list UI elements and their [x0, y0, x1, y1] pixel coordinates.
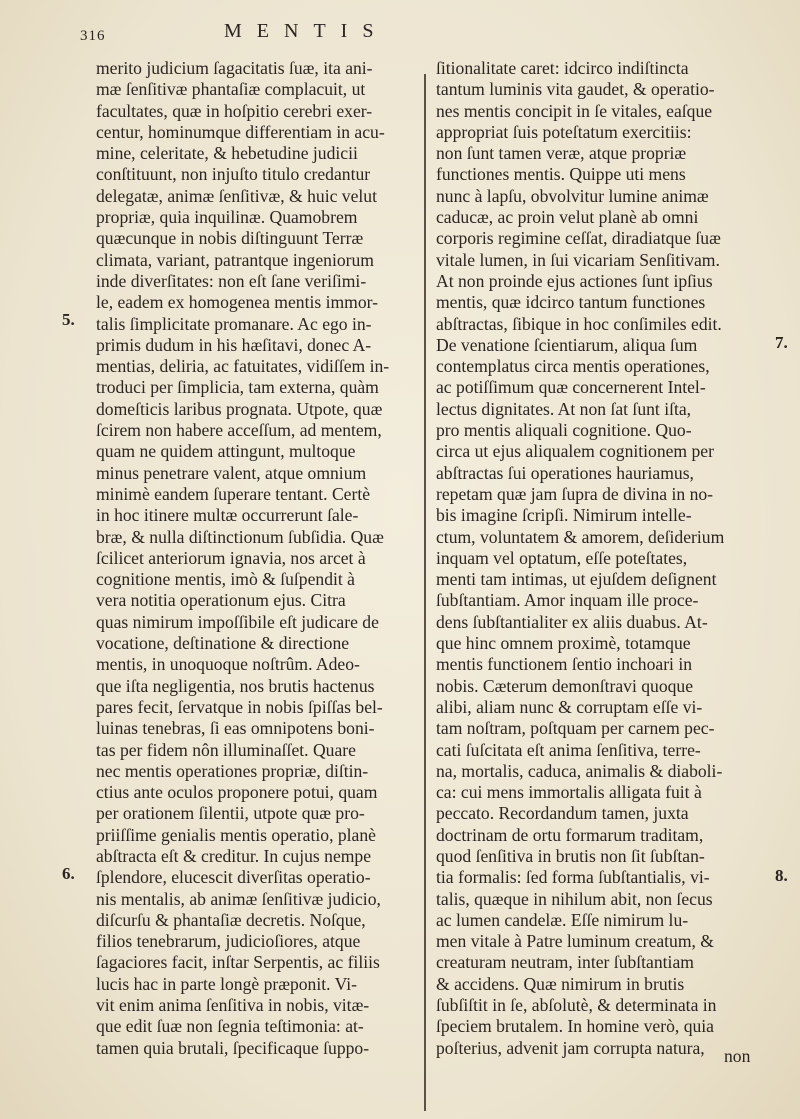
running-head: MENTIS [224, 20, 389, 42]
text-line: ſitionalitate caret: idcirco indiſtincta [436, 58, 689, 78]
text-line: appropriat ſuis poteſtatum exercitiis: [436, 121, 692, 142]
text-line: nis mentalis, ab animæ ſenſitivæ judicio, [96, 888, 381, 909]
text-line: dens ſubſtantialiter ex aliis duabus. At- [436, 611, 708, 632]
text-line: mine, celeritate, & hebetudine judicii [96, 143, 358, 164]
text-line: menti tam intimas, ut ejuſdem deſignent [436, 569, 717, 590]
catchword: non [724, 1046, 751, 1066]
text-line: na, mortalis, caduca, animalis & diaboli- [436, 760, 723, 781]
margin-section-7: 7. [775, 333, 788, 352]
text-line: conſtituunt, non injuſto titulo credantur [96, 164, 371, 185]
text-line: minus penetrare valent, atque omnium [96, 462, 367, 483]
text-line: minimè eandem ſuperare tentant. Certè [96, 483, 371, 504]
text-line: abſtracta eſt & creditur. In cujus nempe [96, 845, 372, 866]
text-line: De venatione ſcientiarum, aliqua ſum [436, 334, 698, 355]
text-line: nes mentis concipit in ſe vitales, eaſque [436, 100, 713, 121]
text-line: ac potiſſimum quæ concernerent Intel- [436, 377, 706, 398]
text-line: vocatione, deſtinatione & directione [96, 633, 350, 654]
text-line: troduci per ſimplicia, tam externa, quàm [96, 377, 379, 398]
text-line: talis, quæque in nihilum abit, non ſecus [436, 888, 713, 909]
text-line: per orationem ſilentii, utpote quæ pro- [96, 803, 365, 824]
text-line: quod ſenſitiva in brutis non ſit ſubſtan- [436, 845, 705, 866]
text-line: facultates, quæ in hoſpitio cerebri exer- [96, 100, 373, 121]
text-line: domeſticis laribus prognata. Utpote, quæ [96, 398, 383, 419]
text-line: functiones mentis. Quippe uti mens [436, 164, 686, 185]
text-line: tam noſtram, poſtquam per carnem pec- [436, 718, 715, 739]
text-line: nunc à lapſu, obvolvitur lumine animæ [436, 185, 709, 206]
text-line: quas nimirum impoſſibile eſt judicare de [96, 611, 379, 632]
text-line: caducæ, ac proin velut planè ab omni [436, 207, 699, 228]
text-line: bis imagine ſcripſi. Nimirum intelle- [436, 505, 692, 526]
text-line: filios tenebrarum, judicioſiores, atque [96, 931, 361, 952]
text-line: ca: cui mens immortalis alligata fuit à [436, 782, 702, 803]
text-line: ſubſtantiam. Amor inquam ille proce- [436, 590, 699, 611]
text-line: ſubſiſtit in ſe, abſolutè, & determinata in [436, 995, 717, 1016]
text-line: primis dudum in his hæſitavi, donec A- [96, 334, 372, 355]
text-line: mentis, quæ idcirco tantum functiones [436, 292, 706, 313]
left-text-column [96, 58, 420, 1059]
text-line: pares fecit, ſervatque in nobis ſpiſſas bel- [96, 696, 383, 717]
text-line: priiſſime genialis mentis operatio, planè [96, 824, 376, 845]
text-line: mentis functionem ſentio inchoari in [436, 654, 693, 675]
text-line: climata, variant, patrantque ingeniorum [96, 249, 374, 270]
text-line: ſpeciem brutalem. In homine verò, quia [436, 1016, 714, 1037]
text-line: que hinc omnem proximè, totamque [436, 633, 691, 654]
text-line: ctum, voluntatem & amorem, deſiderium [436, 526, 725, 547]
text-line: abſtractas ſui operationes hauriamus, [436, 462, 694, 483]
text-line: propriæ, quia inquilinæ. Quamobrem [96, 207, 358, 228]
text-line: diſcurſu & phantaſiæ decretis. Noſque, [96, 909, 366, 930]
text-line: tantum luminis vita gaudet, & operatio- [436, 79, 715, 100]
text-line: tamen quia brutali, ſpecificaque ſuppo- [96, 1037, 370, 1058]
page-number: 316 [80, 28, 106, 44]
text-line: ctius ante oculos proponere potui, quam [96, 782, 378, 803]
text-line: nobis. Cæterum demonſtravi quoque [436, 675, 694, 696]
text-line: inde diverſitates: non eſt ſane veriſimi- [96, 270, 367, 291]
margin-section-5: 5. [62, 310, 75, 329]
text-line: doctrinam de ortu formarum traditam, [436, 824, 704, 845]
text-line: men vitale à Patre luminum creatum, & [436, 931, 714, 952]
text-line: nec mentis operationes propriæ, diſtin- [96, 760, 369, 781]
text-line: repetam quæ jam ſupra de divina in no- [436, 483, 714, 504]
text-line: cognitione mentis, imò & ſuſpendit à [96, 569, 355, 590]
margin-section-8: 8. [775, 866, 788, 885]
text-line: mæ ſenſitivæ phantaſiæ complacuit, ut [96, 79, 366, 100]
text-line: inquam vel optatum, eſſe poteſtates, [436, 547, 688, 568]
text-line: mentis, in unoquoque noſtrûm. Adeo- [96, 654, 360, 675]
text-line: que iſta negligentia, nos brutis hactenus [96, 675, 375, 696]
text-line: lectus dignitates. At non ſat ſunt iſta, [436, 398, 692, 419]
text-line: vitale lumen, in ſui vicariam Senſitivam. [436, 249, 720, 270]
text-line: merito judicium ſagacitatis ſuæ, ita ani- [96, 58, 373, 78]
text-line: centur, hominumque differentiam in acu- [96, 121, 385, 142]
margin-section-6: 6. [62, 864, 75, 883]
text-line: quam ne quidem attingunt, multoque [96, 441, 356, 462]
text-line: mentias, deliria, ac fatuitates, vidiſſem in- [96, 356, 390, 377]
text-line: non ſunt tamen veræ, atque propriæ [436, 143, 687, 164]
column-rule [424, 74, 426, 1111]
text-line: circa ut ejus aliqualem cognitionem per [436, 441, 714, 462]
text-line: ſagaciores facit, inſtar Serpentis, ac filiis [96, 952, 380, 973]
text-line: creaturam neutram, inter ſubſtantiam [436, 952, 694, 973]
text-line: quæcunque in nobis diſtinguunt Terræ [96, 228, 364, 249]
text-line: in hoc itinere multæ occurrerunt ſale- [96, 505, 359, 526]
text-line: lucis hac in parte longè præponit. Vi- [96, 973, 358, 994]
text-line: ſcilicet anteriorum ignavia, nos arcet à [96, 547, 366, 568]
text-line: bræ, & nulla diſtinctionum ſubſidia. Quæ [96, 526, 384, 547]
text-line: poſterius, advenit jam corrupta natura, [436, 1037, 705, 1058]
text-line: corporis regimine ceſſat, diradiatque ſuæ [436, 228, 721, 249]
text-line: contemplatus circa mentis operationes, [436, 356, 710, 377]
text-line: tas per fidem nôn illuminaſſet. Quare [96, 739, 356, 760]
text-line: vera notitia operationum ejus. Citra [96, 590, 346, 611]
right-text-column [436, 58, 774, 1059]
text-line: peccato. Recordandum tamen, juxta [436, 803, 689, 824]
text-line: alibi, aliam nunc & corruptam eſſe vi- [436, 696, 703, 717]
text-line: ſcirem non habere acceſſum, ad mentem, [96, 420, 382, 441]
text-line: & accidens. Quæ nimirum in brutis [436, 973, 685, 994]
text-line: vit enim anima ſenſitiva in nobis, vitæ- [96, 995, 370, 1016]
text-line: abſtractas, ſibique in hoc conſimiles edit. [436, 313, 722, 334]
text-line: que edit ſuæ non ſegnia teſtimonia: at- [96, 1016, 364, 1037]
text-line: talis ſimplicitate promanare. Ac ego in- [96, 313, 372, 334]
text-line: luinas tenebras, ſi eas omnipotens boni- [96, 718, 375, 739]
text-line: cati ſuſcitata eſt anima ſenſitiva, terre- [436, 739, 701, 760]
text-line: tia formalis: ſed forma ſubſtantialis, vi- [436, 867, 710, 888]
text-line: ac lumen candelæ. Eſſe nimirum lu- [436, 909, 689, 930]
text-line: ſplendore, elucescit diverſitas operatio- [96, 867, 371, 888]
text-line: delegatæ, animæ ſenſitivæ, & huic velut [96, 185, 377, 206]
text-line: le, eadem ex homogenea mentis immor- [96, 292, 379, 313]
text-line: At non proinde ejus actiones ſunt ipſius [436, 270, 713, 291]
text-line: pro mentis aliquali cognitione. Quo- [436, 420, 692, 441]
